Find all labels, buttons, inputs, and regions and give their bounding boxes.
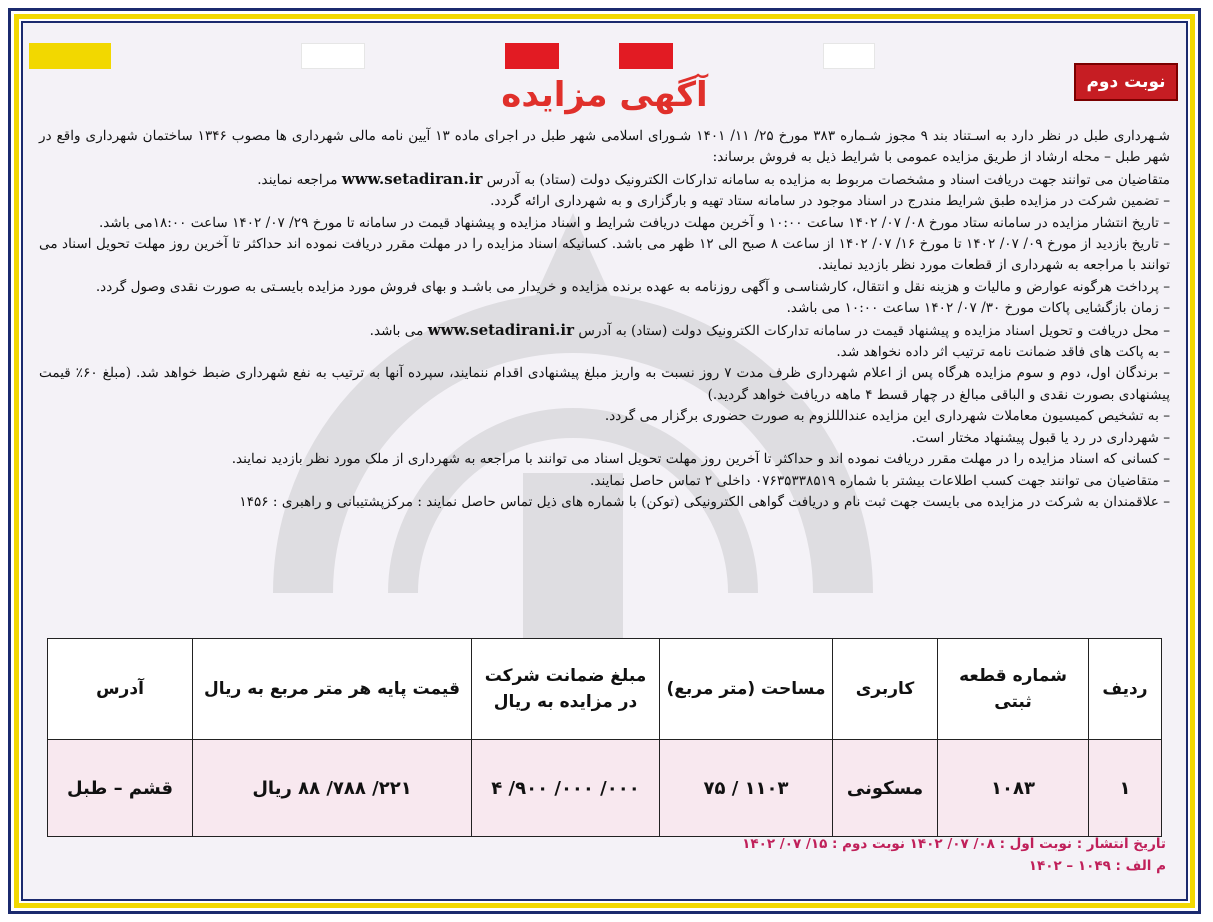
header-usage: کاربری (833, 639, 938, 740)
decor-block-red-1 (505, 43, 559, 69)
setadirani-link[interactable]: www.setadirani.ir (427, 320, 575, 339)
cell-base-price: ۲۲۱/ ۷۸۸/ ۸۸ ریال (193, 740, 472, 837)
second-notice-badge: نوبت دوم (1074, 63, 1178, 101)
header-base-price: قیمت پایه هر متر مربع به ریال (193, 639, 472, 740)
auction-table (47, 638, 1162, 837)
paragraph-registration: – علاقمندان به شرکت در مزایده می بایست جهت ثبت نام و دریافت گواهی الکترونیکی (توکن) با شماره های ذیل تماس حاصل نمایند : مرکزپشتیبانی و راهبری : ۱۴۵۶ (239, 493, 1170, 510)
paragraph-guarantee: – تضمین شرکت در مزایده طبق شرایط مندرج در اسناد موجود در سامانه ستاد تهیه و بارگزاری و به شهرداری ارائه گردد. (490, 193, 1170, 210)
paragraph-submission-text: – محل دریافت و تحویل اسناد مزایده و پیشنهاد قیمت در سامانه تدارکات الکترونیک دولت (ستاد) به آدرس (578, 322, 1170, 339)
publication-footer (742, 833, 1166, 877)
paragraph-documents-end: مراجعه نمایند. (257, 171, 338, 188)
header-address: آدرس (48, 639, 193, 740)
paragraph-submission (39, 320, 1170, 342)
header-row-number: ردیف (1089, 639, 1162, 740)
publication-dates: تاریخ انتشار : نوبت اول : ۰۸/ ۰۷/ ۱۴۰۲ نوبت دوم : ۱۵/ ۰۷/ ۱۴۰۲ (742, 836, 1166, 852)
paragraph-contact: – متقاضیان می توانند جهت کسب اطلاعات بیشتر با شماره ۰۷۶۳۵۳۳۸۵۱۹ داخلی ۲ تماس حاصل نمایند. (590, 472, 1170, 489)
cell-parcel-number: ۱۰۸۳ (938, 740, 1089, 837)
decor-block-yellow (29, 43, 111, 69)
paragraph-rights: – شهرداری در رد یا قبول پیشنهاد مختار است. (911, 429, 1170, 446)
paragraph-envelopes: – به پاکت های فاقد ضمانت نامه ترتیب اثر داده نخواهد شد. (836, 344, 1170, 361)
notice-panel (21, 21, 1188, 901)
decor-block-white-1 (301, 43, 365, 69)
header-guarantee: مبلغ ضمانت شرکت در مزایده به ریال (472, 639, 660, 740)
paragraph-commission: – به تشخیص کمیسیون معاملات شهرداری این مزایده عندالللزوم به صورت حضوری برگزار می گردد. (604, 408, 1170, 425)
cell-usage: مسکونی (833, 740, 938, 837)
notice-title: آگهی مزایده (501, 75, 708, 115)
reference-number: م الف : ۱۰۴۹ – ۱۴۰۲ (1028, 858, 1166, 874)
header-area: مساحت (متر مربع) (660, 639, 833, 740)
cell-row-number: ۱ (1089, 740, 1162, 837)
table-row (48, 740, 1162, 837)
cell-guarantee: ۰۰۰/ ۰۰۰/ ۹۰۰/ ۴ (472, 740, 660, 837)
table-header-row (48, 639, 1162, 740)
paragraph-publish-date: – تاریخ انتشار مزایده در سامانه ستاد مورخ ۰۸/ ۰۷/ ۱۴۰۲ ساعت ۱۰:۰۰ و آخرین مهلت دریافت شرایط و اسناد مزایده و پیشنهاد قیمت در سامانه تا مورخ ۲۹/ ۰۷/ ۱۴۰۲ ساعت ۱۸:۰۰می باشد. (98, 214, 1170, 231)
paragraph-intro: شـهرداری طبل در نظر دارد به اسـتناد بند ۹ مجوز شـماره ۳۸۳ مورخ ۲۵/ ۱۱/ ۱۴۰۱ شـورای اسلامی شهر طبل در اجرای ماده ۱۳ آیین نامه مالی شهرداری ها مصوب ۱۳۴۶ ساختمان شهرداری واقع در شهر طبل – محله ارشاد از طریق مزایده عمومی با شرایط ذیل به فروش برساند: (39, 128, 1170, 166)
cell-address: قشم – طبل (48, 740, 193, 837)
decor-block-white-2 (823, 43, 875, 69)
paragraph-visit: – تاریخ بازدید از مورخ ۰۹/ ۰۷/ ۱۴۰۲ تا مورخ ۱۶/ ۰۷/ ۱۴۰۲ از ساعت ۸ صبح الی ۱۲ ظهر می باشد. کسانیکه اسناد مزایده را در مهلت مقرر دریافت نموده اند حداکثر تا آخرین روز مهلت تحویل اسناد می توانند با مراجعه به شهرداری از قطعات مورد نظر بازدید نمایند. (39, 236, 1171, 274)
cell-area: ۱۱۰۳ / ۷۵ (660, 740, 833, 837)
paragraph-late-visit: – کسانی که اسناد مزایده را در مهلت مقرر دریافت نموده اند و حداکثر تا آخرین روز مهلت تحویل اسناد می توانند با مراجعه به شهرداری از ملک مورد نظر بازدید نمایند. (231, 451, 1170, 468)
decor-block-red-2 (619, 43, 673, 69)
header-parcel-number: شماره قطعه ثبتی (938, 639, 1089, 740)
setadiran-link[interactable]: www.setadiran.ir (341, 169, 483, 188)
notice-body (39, 126, 1170, 513)
paragraph-documents-text: متقاضیان می توانند جهت دریافت اسناد و مشخصات مربوط به مزایده به سامانه تدارکات الکترونیک دولت (ستاد) به آدرس (486, 171, 1170, 188)
paragraph-submission-end: می باشد. (369, 322, 424, 339)
paragraph-documents (39, 169, 1170, 191)
paragraph-fees: – پرداخت هرگونه عوارض و مالیات و هزینه نقل و انتقال، کارشناسـی و آگهی روزنامه به عهده برنده مزایده و خریدار می باشـد و بهای فروش مورد مزایده بایسـتی به صورت نقدی وصول گردد. (95, 278, 1170, 295)
paragraph-opening: – زمان بازگشایی پاکات مورخ ۳۰/ ۰۷/ ۱۴۰۲ ساعت ۱۰:۰۰ می باشد. (786, 300, 1170, 317)
paragraph-winners: – برندگان اول، دوم و سوم مزایده هرگاه پس از اعلام شهرداری ظرف مدت ۷ روز نسبت به واریز مبلغ پیشنهادی اقدام ننمایند، سپرده آنها به ترتیب به نفع شهرداری ضبط خواهد شد. (مبلغ ۶۰٪ قیمت پیشنهادی بصورت نقدی و الباقی مبالغ در چهار قسط ۴ ماهه دریافت خواهد گردید.) (39, 365, 1170, 403)
